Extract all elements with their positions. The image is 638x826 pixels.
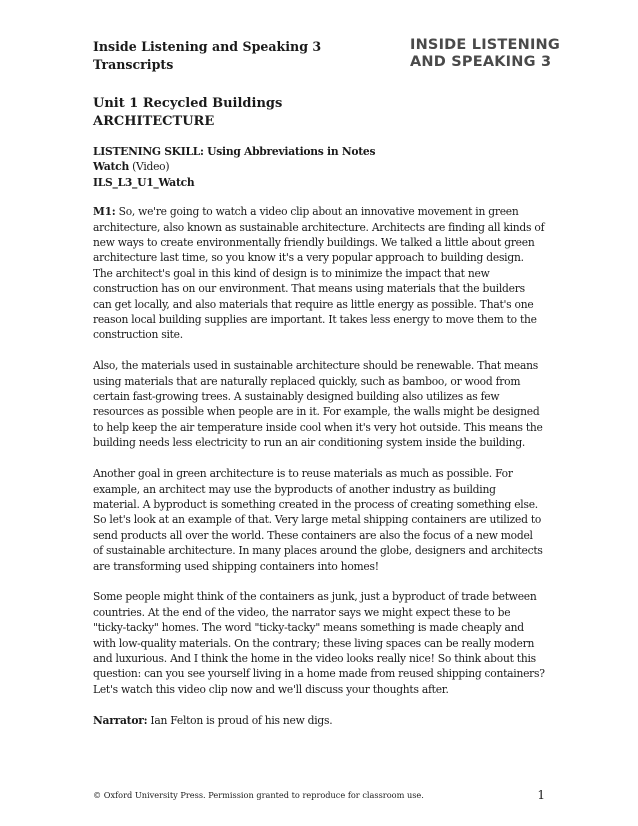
paragraph-text: Another goal in green architecture is to reuse materials as much as possible. For example, an architect may use the byproducts of another industry as building material. A byproduct is something created in the process of creating something else. So let's look at an example of that. Very large metal shipping containers are utilized to send products all over the world. These containers are also the focus of a new model of sustainable architecture. In many places around the globe, designers and architects are transforming used shipping containers into homes!: [93, 467, 543, 573]
skill-heading: LISTENING SKILL: Using Abbreviations in Notes: [93, 145, 376, 158]
speaker-label: M1:: [93, 205, 116, 219]
transcript-paragraph-1: [93, 204, 545, 343]
paragraph-text: Also, the materials used in sustainable architecture should be renewable. That means using materials that are naturally replaced quickly, such as bamboo, or wood from certain fast-growing trees. A sustainably designed building also utilizes as few resources as possible when people are in it. For example, the walls might be designed to help keep the air temperature inside cool when it's very hot outside. This means the building needs less electricity to run an air conditioning system inside the building.: [93, 359, 543, 450]
watch-line: [93, 159, 545, 174]
header-title: Inside Listening and Speaking 3: [93, 39, 322, 54]
copyright-notice: © Oxford University Press. Permission granted to reproduce for classroom use.: [93, 790, 424, 800]
unit-title: Unit 1 Recycled Buildings: [93, 96, 283, 111]
transcript-paragraph-2: [93, 358, 545, 450]
transcript-paragraph-5: [93, 713, 545, 728]
logo-line-1: INSIDE LISTENING: [410, 37, 560, 53]
transcript-paragraph-3: [93, 466, 545, 574]
section-meta: [93, 144, 545, 190]
page-number: 1: [537, 788, 545, 802]
series-logo: [410, 37, 560, 71]
watch-type: (Video): [128, 160, 170, 174]
paragraph-text: Ian Felton is proud of his new digs.: [147, 713, 333, 727]
paragraph-text: Some people might think of the containers as junk, just a byproduct of trade between countries. At the end of the video, the narrator says we might expect these to be "ticky-tacky" homes. The word "ticky-tacky" means something is made cheaply and with low-quality materials. On the contrary; these living spaces can be really modern and luxurious. And I think the home in the video looks really nice! So think about this question: can you see yourself living in a home made from reused shipping containers? Let's watch this video clip now and we'll discuss your thoughts after.: [93, 590, 545, 696]
clip-code: ILS_L3_U1_Watch: [93, 175, 195, 189]
speaker-label: Narrator:: [93, 713, 148, 727]
unit-heading: [93, 95, 282, 131]
transcript-body: [93, 144, 545, 743]
header-subtitle: Transcripts: [93, 57, 174, 72]
document-header: [93, 38, 321, 74]
unit-subject: ARCHITECTURE: [93, 114, 215, 129]
logo-line-2: AND SPEAKING 3: [410, 54, 552, 70]
transcript-paragraph-4: [93, 589, 545, 697]
watch-label: Watch: [93, 160, 129, 174]
paragraph-text: So, we're going to watch a video clip about an innovative movement in green architecture, also known as sustainable architecture. Architects are finding all kinds of new ways to create environmentally friendly buildings. We talked a little about green architecture last time, so you know it's a very popular approach to building design. The architect's goal in this kind of design is to minimize the impact that new construction has on our environment. That means using materials that the builders can get locally, and also materials that require as little energy as possible. That's one reason local building supplies are important. It takes less energy to move them to the construction site.: [93, 205, 545, 342]
page-footer: [93, 787, 545, 803]
